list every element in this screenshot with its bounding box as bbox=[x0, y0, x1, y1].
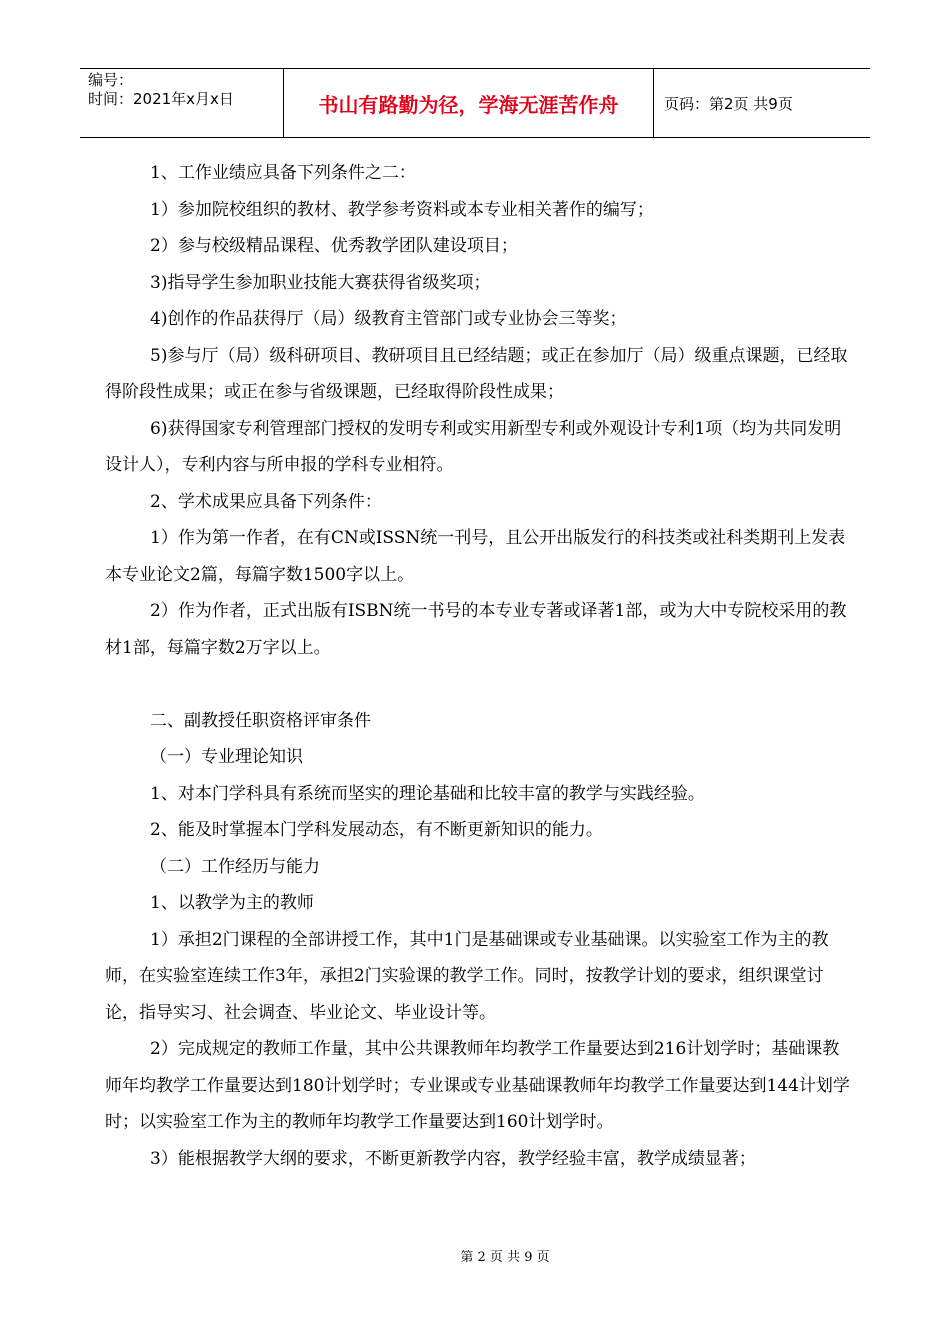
paragraph: 1）参加院校组织的教材、教学参考资料或本专业相关著作的编写； bbox=[150, 199, 654, 220]
blank-line bbox=[105, 666, 850, 703]
paragraph: 1、对本门学科具有系统而坚实的理论基础和比较丰富的教学与实践经验。 bbox=[150, 783, 705, 804]
paragraph: 3）能根据教学大纲的要求，不断更新教学内容，教学经验丰富，教学成绩显著； bbox=[150, 1148, 756, 1169]
paragraph: 2、学术成果应具备下列条件： bbox=[150, 491, 382, 512]
page-header bbox=[80, 68, 870, 138]
page-footer: 第 2 页 共 9 页 bbox=[460, 1250, 550, 1265]
section-heading: 二、副教授任职资格评审条件 bbox=[150, 710, 371, 731]
header-meta bbox=[80, 69, 284, 137]
subsection-heading: （二）工作经历与能力 bbox=[150, 856, 320, 877]
document-body bbox=[105, 155, 850, 1177]
number-label: 编号： bbox=[88, 71, 134, 89]
paragraph: 5)参与厅（局）级科研项目、教研项目且已经结题；或正在参加厅（局）级重点课题，已经取得阶段性成果；或正在参与省级课题，已经取得阶段性成果； bbox=[105, 345, 848, 402]
paragraph: 2）参与校级精品课程、优秀教学团队建设项目； bbox=[150, 236, 518, 256]
paragraph: 2）作为作者，正式出版有ISBN统一书号的本专业专著或译著1部，或为大中专院校采用的教材1部，每篇字数2万字以上。 bbox=[105, 601, 847, 658]
time-label: 时间：2021年x月x日 bbox=[88, 90, 234, 108]
paragraph: 1）承担2门课程的全部讲授工作，其中1门是基础课或专业基础课。以实验室工作为主的教师，在实验室连续工作3年，承担2门实验课的教学工作。同时，按教学计划的要求，组织课堂讨论，指导实习、社会调查、毕业论文、毕业设计等。 bbox=[105, 929, 829, 1023]
paragraph: 1）作为第一作者，在有CN或ISSN统一刊号，且公开出版发行的科技类或社科类期刊上发表本专业论文2篇，每篇字数1500字以上。 bbox=[105, 528, 846, 585]
paragraph: 1、以教学为主的教师 bbox=[150, 893, 314, 913]
paragraph: 6)获得国家专利管理部门授权的发明专利或实用新型专利或外观设计专利1项（均为共同发明设计人），专利内容与所申报的学科专业相符。 bbox=[105, 418, 842, 475]
paragraph: 4)创作的作品获得厅（局）级教育主管部门或专业协会三等奖； bbox=[150, 309, 627, 329]
subsection-heading: （一）专业理论知识 bbox=[150, 747, 303, 767]
header-page-info: 页码：第2页 共9页 bbox=[664, 94, 793, 113]
paragraph: 3)指导学生参加职业技能大赛获得省级奖项； bbox=[150, 272, 491, 293]
paragraph: 2）完成规定的教师工作量，其中公共课教师年均教学工作量要达到216计划学时；基础课教师年均教学工作量要达到180计划学时；专业课或专业基础课教师年均教学工作量要达到144计划学时；以实验室工作为主的教师年均教学工作量要达到160计划学时。 bbox=[105, 1039, 850, 1132]
paragraph: 1、工作业绩应具备下列条件之二： bbox=[150, 163, 416, 183]
paragraph: 2、能及时掌握本门学科发展动态，有不断更新知识的能力。 bbox=[150, 820, 603, 840]
header-motto: 书山有路勤为径，学海无涯苦作舟 bbox=[284, 69, 654, 137]
